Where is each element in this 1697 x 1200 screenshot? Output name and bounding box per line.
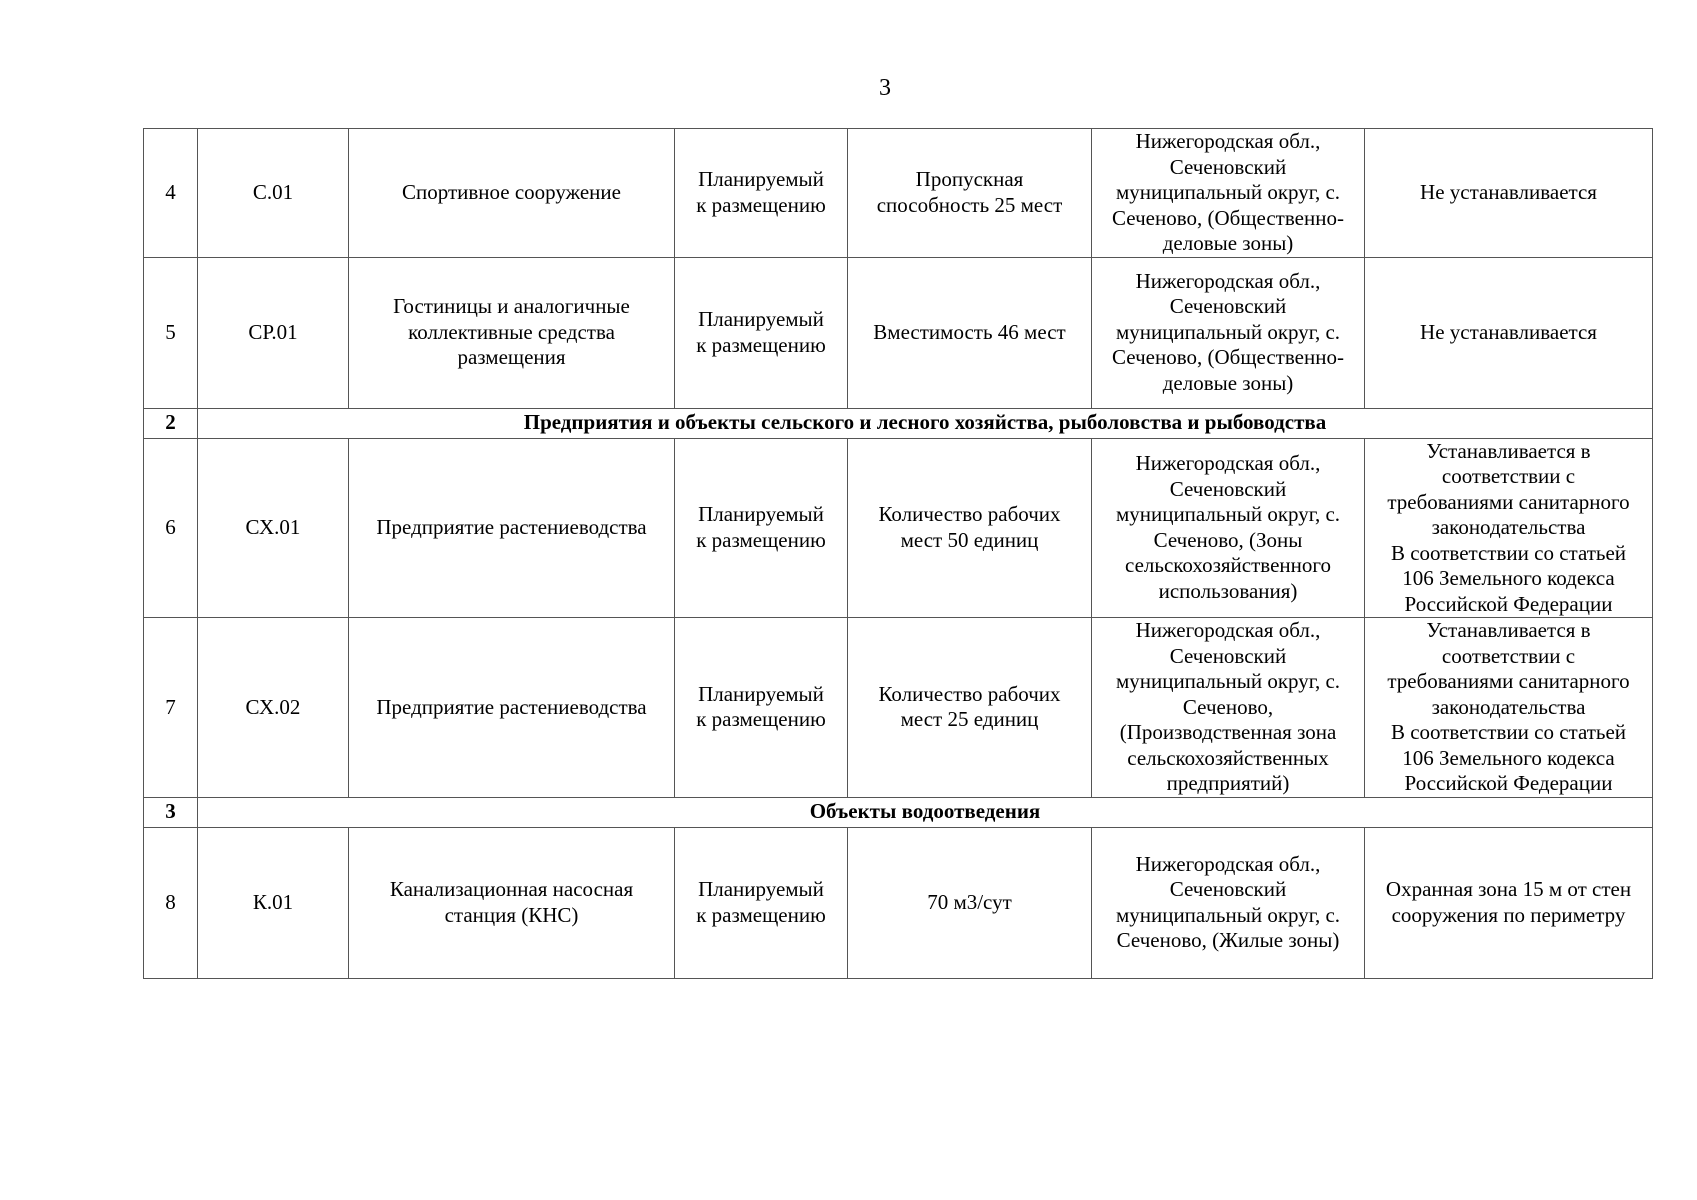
object-name: Предприятие растениеводства (349, 438, 675, 618)
object-location: Нижегородская обл., Сеченовский муниципальный округ, с. Сеченово, (Зоны сельскохозяйственного использования) (1092, 438, 1365, 618)
object-zone: Не устанавливается (1365, 129, 1653, 258)
row-number: 4 (144, 129, 198, 258)
page-number: 3 (879, 75, 891, 101)
object-location: Нижегородская обл., Сеченовский муниципальный округ, с. Сеченово, (Общественно- деловые зоны) (1092, 129, 1365, 258)
object-zone: Не устанавливается (1365, 257, 1653, 408)
object-characteristic: Количество рабочих мест 50 единиц (848, 438, 1092, 618)
section-row (144, 797, 1653, 827)
object-characteristic: Количество рабочих мест 25 единиц (848, 618, 1092, 798)
object-status: Планируемый к размещению (675, 129, 848, 258)
object-characteristic: Вместимость 46 мест (848, 257, 1092, 408)
object-code: СР.01 (198, 257, 349, 408)
object-status: Планируемый к размещению (675, 618, 848, 798)
object-zone: Устанавливается в соответствии с требованиями санитарного законодательства В соответствии со статьей 106 Земельного кодекса Российской Федерации (1365, 618, 1653, 798)
table-row (144, 129, 1653, 258)
table-row (144, 438, 1653, 618)
row-number: 7 (144, 618, 198, 798)
object-characteristic: 70 м3/сут (848, 827, 1092, 978)
object-code: СХ.02 (198, 618, 349, 798)
section-title: Предприятия и объекты сельского и лесного хозяйства, рыболовства и рыбоводства (198, 408, 1653, 438)
row-number: 6 (144, 438, 198, 618)
object-characteristic: Пропускная способность 25 мест (848, 129, 1092, 258)
table-row (144, 618, 1653, 798)
object-code: С.01 (198, 129, 349, 258)
section-number: 3 (144, 797, 198, 827)
object-location: Нижегородская обл., Сеченовский муниципальный округ, с. Сеченово, (Общественно- деловые зоны) (1092, 257, 1365, 408)
object-zone: Охранная зона 15 м от стен сооружения по периметру (1365, 827, 1653, 978)
object-name: Канализационная насосная станция (КНС) (349, 827, 675, 978)
objects-table (143, 128, 1653, 979)
table-row (144, 827, 1653, 978)
object-status: Планируемый к размещению (675, 438, 848, 618)
row-number: 8 (144, 827, 198, 978)
object-location: Нижегородская обл., Сеченовский муниципальный округ, с. Сеченово, (Производственная зона сельскохозяйственных предприятий) (1092, 618, 1365, 798)
row-number: 5 (144, 257, 198, 408)
object-name: Гостиницы и аналогичные коллективные средства размещения (349, 257, 675, 408)
section-title: Объекты водоотведения (198, 797, 1653, 827)
object-zone: Устанавливается в соответствии с требованиями санитарного законодательства В соответствии со статьей 106 Земельного кодекса Российской Федерации (1365, 438, 1653, 618)
object-code: СХ.01 (198, 438, 349, 618)
section-row (144, 408, 1653, 438)
table-row (144, 257, 1653, 408)
object-status: Планируемый к размещению (675, 827, 848, 978)
object-status: Планируемый к размещению (675, 257, 848, 408)
object-code: К.01 (198, 827, 349, 978)
object-name: Спортивное сооружение (349, 129, 675, 258)
object-location: Нижегородская обл., Сеченовский муниципальный округ, с. Сеченово, (Жилые зоны) (1092, 827, 1365, 978)
object-name: Предприятие растениеводства (349, 618, 675, 798)
section-number: 2 (144, 408, 198, 438)
